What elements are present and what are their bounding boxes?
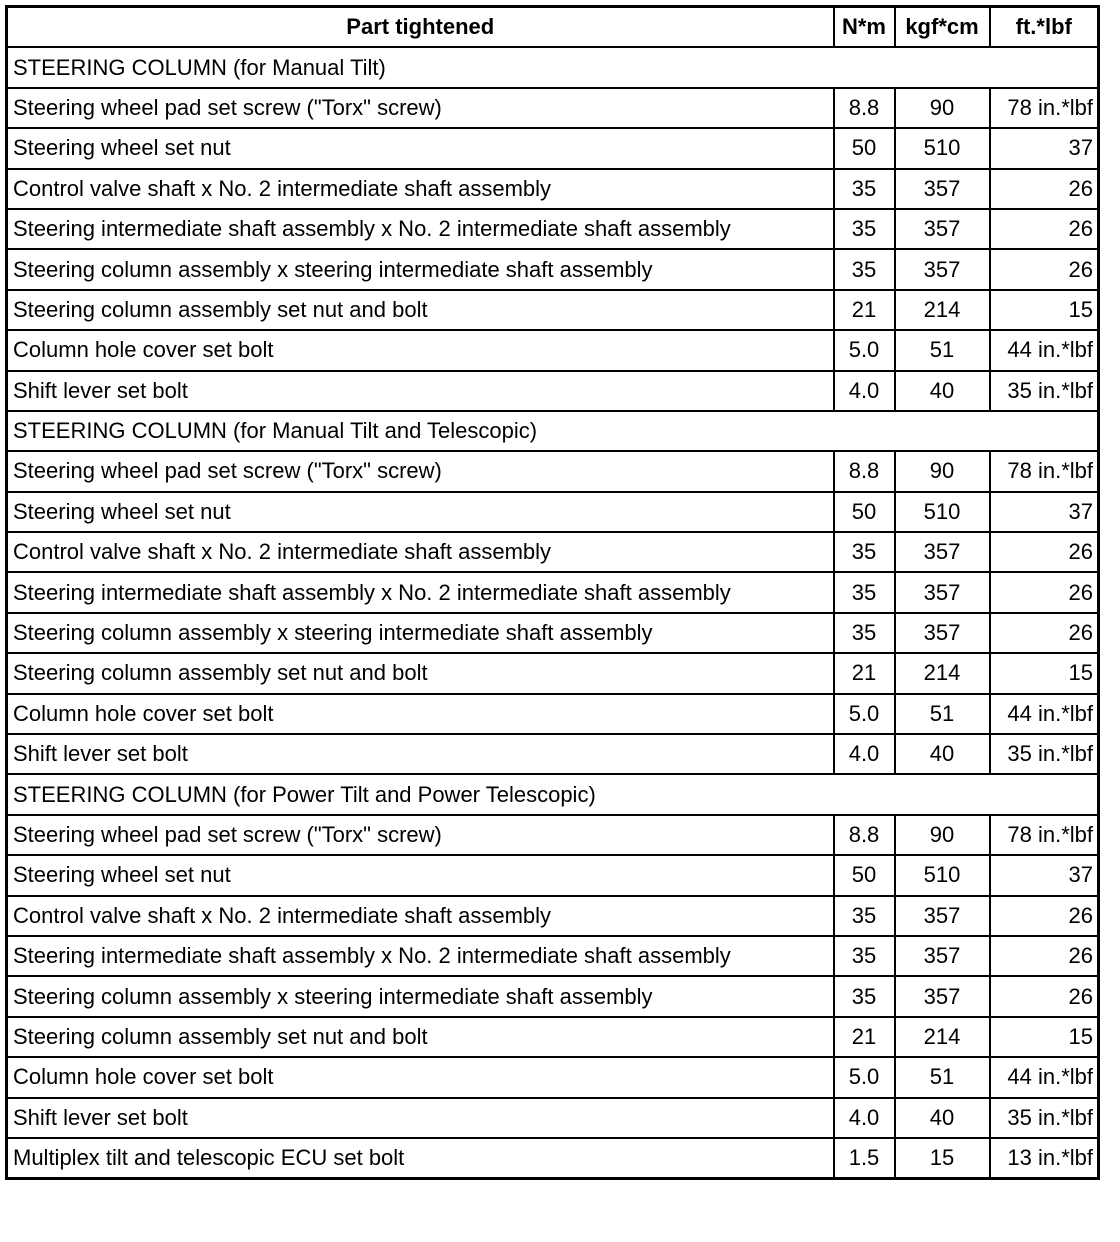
table-row (7, 330, 1099, 370)
ft-lbf-cell: 37 (990, 855, 1099, 895)
kgf-cm-cell: 90 (895, 451, 990, 491)
part-cell: Steering column assembly x steering intermediate shaft assembly (7, 613, 834, 653)
table-row (7, 815, 1099, 855)
nm-cell: 4.0 (834, 371, 895, 411)
table-row (7, 371, 1099, 411)
part-cell: Control valve shaft x No. 2 intermediate shaft assembly (7, 169, 834, 209)
part-cell: Steering wheel pad set screw ("Torx" screw) (7, 451, 834, 491)
nm-cell: 5.0 (834, 330, 895, 370)
section-title: STEERING COLUMN (for Manual Tilt) (7, 47, 1099, 87)
nm-cell: 35 (834, 532, 895, 572)
header-kgf-cm: kgf*cm (895, 7, 990, 48)
part-cell: Steering intermediate shaft assembly x No. 2 intermediate shaft assembly (7, 572, 834, 612)
nm-cell: 21 (834, 653, 895, 693)
nm-cell: 50 (834, 492, 895, 532)
kgf-cm-cell: 40 (895, 734, 990, 774)
kgf-cm-cell: 357 (895, 896, 990, 936)
part-cell: Steering intermediate shaft assembly x No. 2 intermediate shaft assembly (7, 936, 834, 976)
ft-lbf-cell: 26 (990, 613, 1099, 653)
table-row (7, 694, 1099, 734)
section-header-row (7, 411, 1099, 451)
ft-lbf-cell: 78 in.*lbf (990, 88, 1099, 128)
table-row (7, 976, 1099, 1016)
kgf-cm-cell: 90 (895, 815, 990, 855)
table-row (7, 532, 1099, 572)
section-title: STEERING COLUMN (for Power Tilt and Power Telescopic) (7, 774, 1099, 814)
ft-lbf-cell: 26 (990, 896, 1099, 936)
table-row (7, 734, 1099, 774)
part-cell: Control valve shaft x No. 2 intermediate shaft assembly (7, 532, 834, 572)
table-row (7, 290, 1099, 330)
table-body (7, 47, 1099, 1178)
nm-cell: 8.8 (834, 451, 895, 491)
nm-cell: 35 (834, 896, 895, 936)
table-row (7, 169, 1099, 209)
table-row (7, 1098, 1099, 1138)
nm-cell: 1.5 (834, 1138, 895, 1179)
nm-cell: 21 (834, 1017, 895, 1057)
ft-lbf-cell: 78 in.*lbf (990, 451, 1099, 491)
table-row (7, 936, 1099, 976)
part-cell: Column hole cover set bolt (7, 694, 834, 734)
table-row (7, 653, 1099, 693)
ft-lbf-cell: 26 (990, 532, 1099, 572)
table-row (7, 896, 1099, 936)
nm-cell: 35 (834, 249, 895, 289)
kgf-cm-cell: 51 (895, 330, 990, 370)
kgf-cm-cell: 214 (895, 653, 990, 693)
ft-lbf-cell: 26 (990, 209, 1099, 249)
section-header-row (7, 47, 1099, 87)
kgf-cm-cell: 40 (895, 371, 990, 411)
nm-cell: 35 (834, 976, 895, 1016)
kgf-cm-cell: 214 (895, 290, 990, 330)
header-part-tightened: Part tightened (7, 7, 834, 48)
ft-lbf-cell: 44 in.*lbf (990, 694, 1099, 734)
ft-lbf-cell: 37 (990, 128, 1099, 168)
nm-cell: 4.0 (834, 1098, 895, 1138)
ft-lbf-cell: 37 (990, 492, 1099, 532)
kgf-cm-cell: 90 (895, 88, 990, 128)
kgf-cm-cell: 357 (895, 209, 990, 249)
ft-lbf-cell: 15 (990, 290, 1099, 330)
part-cell: Steering wheel pad set screw ("Torx" screw) (7, 815, 834, 855)
part-cell: Steering column assembly set nut and bolt (7, 290, 834, 330)
kgf-cm-cell: 40 (895, 1098, 990, 1138)
header-row (7, 7, 1099, 48)
kgf-cm-cell: 214 (895, 1017, 990, 1057)
kgf-cm-cell: 357 (895, 532, 990, 572)
ft-lbf-cell: 35 in.*lbf (990, 371, 1099, 411)
kgf-cm-cell: 357 (895, 936, 990, 976)
kgf-cm-cell: 51 (895, 1057, 990, 1097)
part-cell: Column hole cover set bolt (7, 1057, 834, 1097)
part-cell: Multiplex tilt and telescopic ECU set bolt (7, 1138, 834, 1179)
kgf-cm-cell: 510 (895, 855, 990, 895)
nm-cell: 21 (834, 290, 895, 330)
part-cell: Steering wheel set nut (7, 128, 834, 168)
nm-cell: 4.0 (834, 734, 895, 774)
kgf-cm-cell: 357 (895, 249, 990, 289)
part-cell: Steering wheel set nut (7, 855, 834, 895)
table-row (7, 613, 1099, 653)
kgf-cm-cell: 357 (895, 613, 990, 653)
part-cell: Shift lever set bolt (7, 371, 834, 411)
nm-cell: 50 (834, 855, 895, 895)
nm-cell: 35 (834, 572, 895, 612)
ft-lbf-cell: 15 (990, 653, 1099, 693)
table-row (7, 209, 1099, 249)
nm-cell: 8.8 (834, 815, 895, 855)
ft-lbf-cell: 35 in.*lbf (990, 1098, 1099, 1138)
nm-cell: 35 (834, 613, 895, 653)
part-cell: Steering column assembly set nut and bolt (7, 1017, 834, 1057)
part-cell: Control valve shaft x No. 2 intermediate shaft assembly (7, 896, 834, 936)
table-row (7, 128, 1099, 168)
table-row (7, 492, 1099, 532)
header-ft-lbf: ft.*lbf (990, 7, 1099, 48)
kgf-cm-cell: 510 (895, 128, 990, 168)
header-nm: N*m (834, 7, 895, 48)
ft-lbf-cell: 26 (990, 976, 1099, 1016)
part-cell: Steering column assembly x steering intermediate shaft assembly (7, 249, 834, 289)
part-cell: Steering wheel set nut (7, 492, 834, 532)
part-cell: Shift lever set bolt (7, 734, 834, 774)
kgf-cm-cell: 510 (895, 492, 990, 532)
nm-cell: 8.8 (834, 88, 895, 128)
kgf-cm-cell: 15 (895, 1138, 990, 1179)
kgf-cm-cell: 357 (895, 169, 990, 209)
nm-cell: 35 (834, 209, 895, 249)
ft-lbf-cell: 44 in.*lbf (990, 330, 1099, 370)
ft-lbf-cell: 44 in.*lbf (990, 1057, 1099, 1097)
nm-cell: 5.0 (834, 1057, 895, 1097)
nm-cell: 35 (834, 936, 895, 976)
ft-lbf-cell: 26 (990, 169, 1099, 209)
table-row (7, 451, 1099, 491)
part-cell: Shift lever set bolt (7, 1098, 834, 1138)
ft-lbf-cell: 35 in.*lbf (990, 734, 1099, 774)
part-cell: Steering column assembly set nut and bolt (7, 653, 834, 693)
section-header-row (7, 774, 1099, 814)
ft-lbf-cell: 26 (990, 249, 1099, 289)
part-cell: Steering wheel pad set screw ("Torx" screw) (7, 88, 834, 128)
kgf-cm-cell: 357 (895, 572, 990, 612)
table-row (7, 249, 1099, 289)
table-row (7, 855, 1099, 895)
table-row (7, 1057, 1099, 1097)
torque-spec-table-container (5, 5, 1100, 1180)
ft-lbf-cell: 26 (990, 572, 1099, 612)
kgf-cm-cell: 51 (895, 694, 990, 734)
torque-spec-table (5, 5, 1100, 1180)
ft-lbf-cell: 15 (990, 1017, 1099, 1057)
part-cell: Steering intermediate shaft assembly x No. 2 intermediate shaft assembly (7, 209, 834, 249)
part-cell: Column hole cover set bolt (7, 330, 834, 370)
nm-cell: 35 (834, 169, 895, 209)
table-row (7, 1017, 1099, 1057)
ft-lbf-cell: 26 (990, 936, 1099, 976)
section-title: STEERING COLUMN (for Manual Tilt and Telescopic) (7, 411, 1099, 451)
nm-cell: 5.0 (834, 694, 895, 734)
nm-cell: 50 (834, 128, 895, 168)
part-cell: Steering column assembly x steering intermediate shaft assembly (7, 976, 834, 1016)
ft-lbf-cell: 78 in.*lbf (990, 815, 1099, 855)
table-row (7, 1138, 1099, 1179)
ft-lbf-cell: 13 in.*lbf (990, 1138, 1099, 1179)
table-row (7, 88, 1099, 128)
table-row (7, 572, 1099, 612)
kgf-cm-cell: 357 (895, 976, 990, 1016)
